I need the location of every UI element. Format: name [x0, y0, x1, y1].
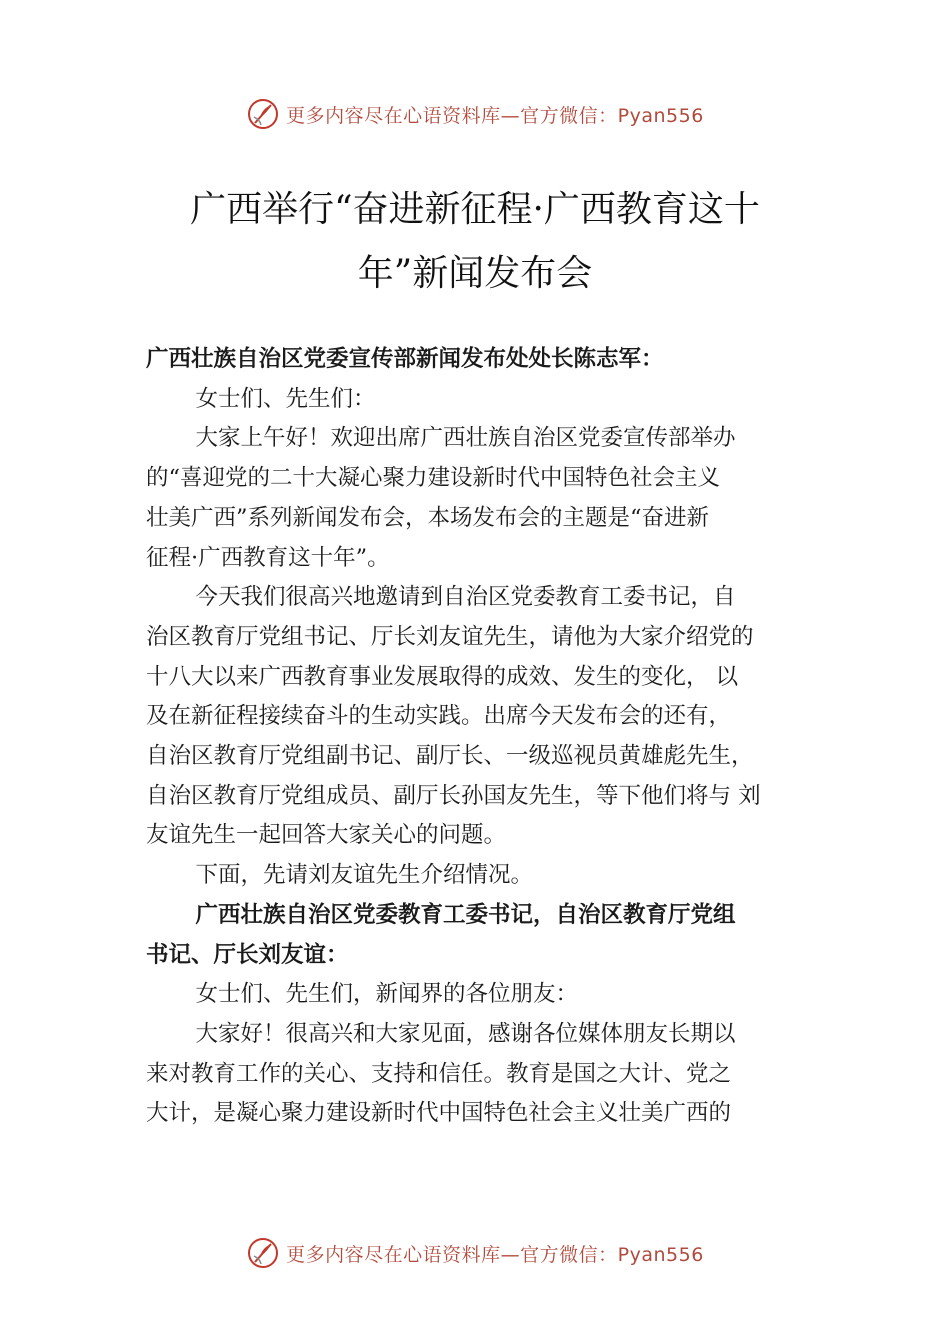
- document-title: [0, 178, 950, 306]
- text-line: 的“喜迎党的二十大凝心聚力建设新时代中国特色社会主义: [146, 465, 721, 492]
- text-line: 今天我们很高兴地邀请到自治区党委教育工委书记，自: [195, 584, 736, 611]
- speaker-heading-1: 广西壮族自治区党委宣传部新闻发布处处长陈志军：: [146, 346, 664, 372]
- text-line: 及在新征程接续奋斗的生动实践。出席今天发布会的还有，: [146, 703, 732, 730]
- text-line: 自治区教育厅党组副书记、副厅长、一级巡视员黄雄彪先生，: [146, 743, 754, 770]
- title-line-2: 年”新闻发布会: [357, 253, 593, 294]
- speaker-heading-2: [146, 896, 826, 975]
- paragraph: [146, 1015, 826, 1134]
- paragraph: 女士们、先生们，新闻界的各位朋友：: [195, 981, 579, 1008]
- footer-watermark-banner: [0, 1233, 950, 1273]
- text-line: 大计，是凝心聚力建设新时代中国特色社会主义壮美广西的: [146, 1100, 732, 1127]
- text-line: 壮美广西”系列新闻发布会，本场发布会的主题是“奋进新: [146, 504, 710, 531]
- banner-wechat-id: Pyan556: [617, 104, 704, 127]
- text-line: 书记、厅长刘友谊：: [146, 941, 349, 968]
- paragraph: [146, 578, 826, 856]
- banner-text: 更多内容尽在心语资料库—官方微信：: [286, 1243, 618, 1266]
- text-line: 治区教育厅党组书记、厅长刘友谊先生，请他为大家介绍党的: [146, 623, 754, 650]
- feather-pen-logo-icon: [246, 1236, 280, 1270]
- text-line: 自治区教育厅党组成员、副厅长孙国友先生，等下他们将与 刘: [146, 782, 761, 809]
- text-line: 广西壮族自治区党委教育工委书记，自治区教育厅党组: [195, 901, 736, 928]
- feather-pen-logo-icon: [246, 97, 280, 131]
- text-line: 大家上午好！欢迎出席广西壮族自治区党委宣传部举办: [195, 425, 736, 452]
- text-line: 十八大以来广西教育事业发展取得的成效、发生的变化， 以: [146, 663, 739, 690]
- text-line: 友谊先生一起回答大家关心的问题。: [146, 822, 507, 849]
- header-watermark-banner: [0, 94, 950, 134]
- text-line: 来对教育工作的关心、支持和信任。教育是国之大计、党之: [146, 1060, 732, 1087]
- paragraph: 女士们、先生们：: [195, 385, 376, 412]
- banner-text: 更多内容尽在心语资料库—官方微信：: [286, 104, 618, 127]
- banner-wechat-id: Pyan556: [617, 1243, 704, 1266]
- paragraph: 下面，先请刘友谊先生介绍情况。: [195, 862, 534, 889]
- title-line-1: 广西举行“奋进新征程·广西教育这十: [190, 189, 760, 230]
- document-body: [146, 340, 826, 1134]
- text-line: 大家好！很高兴和大家见面，感谢各位媒体朋友长期以: [195, 1020, 736, 1047]
- text-line: 征程·广西教育这十年”。: [146, 544, 390, 571]
- paragraph: [146, 419, 826, 578]
